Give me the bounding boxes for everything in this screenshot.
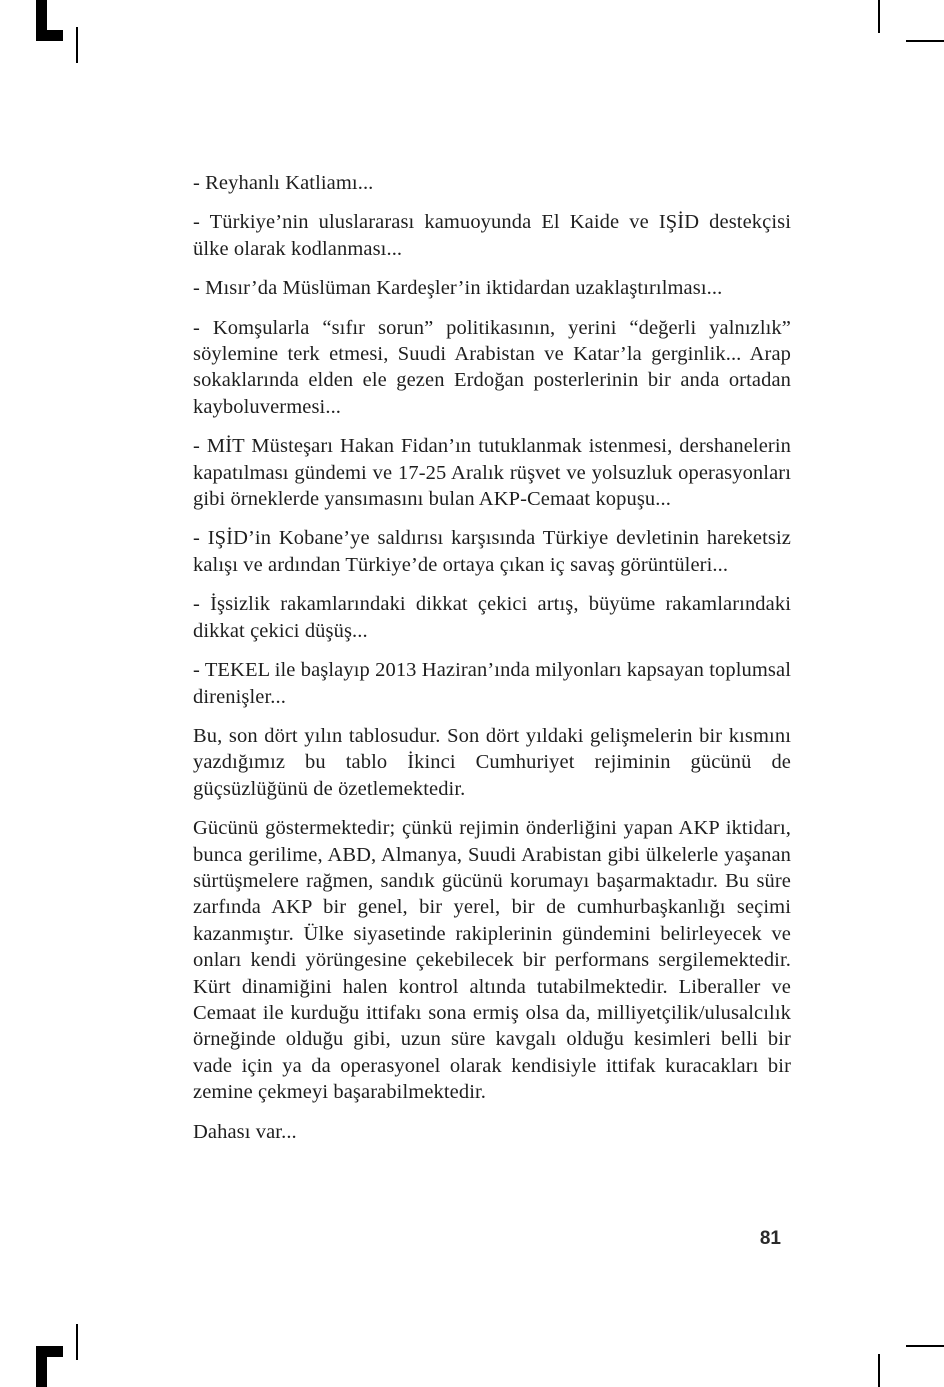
list-item-paragraph: - İşsizlik rakamlarındaki dikkat çekici artış, büyüme rakamlarındaki dikkat çekici düşüş...: [193, 593, 791, 642]
list-item-paragraph: - MİT Müsteşarı Hakan Fidan’ın tutuklanmak istenmesi, dershanelerin kapatılması gündemi ve 17-25 Aralık rüşvet ve yolsuzluk operasyonları gibi örneklerde yansımasını bulan AKP-Cemaat kopuşu...: [193, 435, 791, 511]
list-item-paragraph: - Mısır’da Müslüman Kardeşler’in iktidardan uzaklaştırılması...: [193, 277, 723, 300]
list-item-paragraph: - Reyhanlı Katliamı...: [193, 172, 374, 194]
crop-mark-top-left-horizontal: [36, 30, 63, 41]
body-paragraph: Gücünü göstermektedir; çünkü rejimin önderliğini yapan AKP iktidarı, bunca gerilime, ABD, Almanya, Suudi Arabistan gibi ülkelerle yaşanan sürtüşmelere rağmen, sandık gücünü korumayı başarmaktadır. Bu süre zarfında AKP bir genel, bir yerel, bir de cumhurbaşkanlığı seçimi kazanmıştır. Ülke siyasetinde rakiplerinin gündemini belirleyecek ve onları kendi yörüngesine çekebilecek bir performans sergilemektedir. Kürt dinamiğini halen kontrol altında tutabilmektedir. Liberaller ve Cemaat ile kurduğu ittifakı sona ermiş olsa da, milliyetçilik/ulusalcılık örneğinde olduğu gibi, uzun süre kavgalı olduğu kesimleri belli bir vade için ya da operasyonel olarak kendisiyle ittifak kuracakları bir zemine çekmeyi başarabilmektedir.: [193, 817, 791, 1104]
body-paragraph: Dahası var...: [193, 1120, 297, 1143]
text-block: [193, 170, 791, 1158]
crop-mark-top-right-vertical: [878, 0, 880, 33]
crop-mark-top-left-vertical: [36, 0, 47, 30]
crop-mark-bottom-left-vertical: [36, 1357, 47, 1387]
list-item-paragraph: - Komşularla “sıfır sorun” politikasının, yerini “değerli yalnızlık” söylemine terk etmesi, Suudi Arabistan ve Katar’la gerginlik... Arap sokaklarında elden ele gezen Erdoğan posterlerinin bir anda ortadan kayboluvermesi...: [193, 316, 791, 418]
crop-mark-bottom-right-horizontal: [906, 1345, 944, 1347]
list-item-paragraph: - IŞİD’in Kobane’ye saldırısı karşısında Türkiye devletinin hareketsiz kalışı ve ardından Türkiye’de ortaya çıkan iç savaş görüntüleri...: [193, 527, 791, 576]
list-item-paragraph: - Türkiye’nin uluslararası kamuoyunda El Kaide ve IŞİD destekçisi ülke olarak kodlanması...: [193, 211, 791, 260]
crop-mark-top-right-horizontal: [906, 40, 944, 42]
crop-mark-bottom-left-horizontal: [36, 1346, 63, 1357]
list-item-paragraph: - TEKEL ile başlayıp 2013 Haziran’ında milyonları kapsayan toplumsal direnişler...: [193, 659, 791, 708]
body-paragraph: Bu, son dört yılın tablosudur. Son dört yıldaki gelişmelerin bir kısmını yazdığımız bu tablo İkinci Cumhuriyet rejiminin gücünü de güçsüzlüğünü de özetlemektedir.: [193, 724, 791, 800]
crop-mark-top-left-tick: [76, 27, 78, 63]
crop-mark-bottom-right-vertical: [878, 1354, 880, 1387]
crop-mark-bottom-left-tick: [76, 1324, 78, 1360]
page-number: 81: [759, 1228, 781, 1249]
